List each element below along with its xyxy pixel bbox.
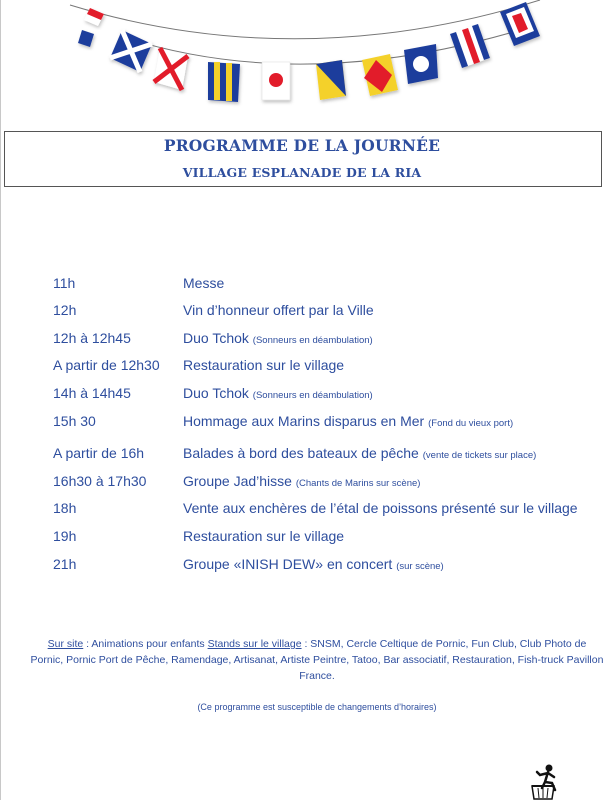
schedule-time: 16h30 à 17h30 bbox=[53, 473, 147, 489]
footer-label-site: Sur site bbox=[47, 638, 84, 650]
schedule-note: (Sonneurs en déambulation) bbox=[252, 390, 373, 401]
footer-label-stands: Stands sur le village bbox=[207, 638, 302, 650]
schedule-row bbox=[0, 357, 604, 377]
schedule-row bbox=[0, 330, 604, 350]
schedule-note: (Chants de Marins sur scène) bbox=[295, 478, 421, 489]
flag-blue-white-red-squares bbox=[500, 2, 540, 46]
schedule-note: (sur scène) bbox=[396, 561, 444, 572]
schedule-time: 12h bbox=[53, 302, 77, 318]
page-title: PROGRAMME DE LA JOURNÉE bbox=[163, 136, 441, 155]
schedule-note: (Sonneurs en déambulation) bbox=[252, 335, 373, 346]
flag-yellow-blue-stripes bbox=[208, 62, 240, 102]
flag-white-red-cross bbox=[154, 48, 188, 90]
flag-yellow-blue-diagonal bbox=[316, 60, 346, 100]
schedule-row bbox=[0, 500, 604, 520]
schedule-disclaimer: (Ce programme est susceptible de changements d’horaires) bbox=[197, 702, 437, 712]
flag-blue-white-ball bbox=[404, 44, 438, 84]
schedule-event: Groupe Jad’hisse (Chants de Marins sur scène) bbox=[183, 473, 421, 489]
flag-blue-white-red-stripes bbox=[450, 24, 490, 68]
schedule-time: A partir de 16h bbox=[53, 445, 145, 461]
schedule-time: 14h à 14h45 bbox=[53, 385, 131, 401]
schedule-event: Duo Tchok (Sonneurs en déambulation) bbox=[183, 385, 373, 401]
schedule-time: A partir de 12h30 bbox=[53, 357, 160, 373]
schedule-time: 18h bbox=[53, 500, 77, 516]
schedule-event: Hommage aux Marins disparus en Mer (Fond du vieux port) bbox=[183, 413, 514, 429]
page-subtitle: VILLAGE ESPLANADE DE LA RIA bbox=[182, 165, 422, 180]
schedule-time: 12h à 12h45 bbox=[53, 330, 131, 346]
schedule-event: Vin d’honneur offert par la Ville bbox=[183, 302, 374, 318]
flag-blue-saltire bbox=[110, 30, 152, 72]
schedule-time: 11h bbox=[53, 275, 76, 291]
schedule-event: Messe bbox=[183, 275, 225, 291]
footer-info bbox=[30, 636, 604, 684]
schedule-event: Restauration sur le village bbox=[183, 357, 345, 373]
schedule-event: Restauration sur le village bbox=[183, 528, 345, 544]
schedule-event: Vente aux enchères de l’étal de poissons présenté sur le village bbox=[183, 500, 578, 516]
footer-text-activities: : Animations pour enfants bbox=[83, 638, 208, 650]
schedule-row bbox=[0, 413, 604, 433]
footer-text-stands: : SNSM, Cercle Celtique de Pornic, Fun Club, Club Photo de Pornic, Pornic Port de Pêche, Ramendage, Artisanat, Artiste Peintre, Tatoo, Bar associatif, Restauration, Fish-truck Pavillon France. bbox=[30, 638, 604, 682]
tidyman-bin-icon bbox=[528, 764, 562, 800]
schedule-time: 15h 30 bbox=[53, 413, 96, 429]
schedule-row bbox=[0, 528, 604, 548]
schedule-event: Groupe «INISH DEW» en concert (sur scène) bbox=[183, 556, 444, 572]
schedule-event: Balades à bord des bateaux de pêche (vente de tickets sur place) bbox=[183, 445, 537, 461]
flag-red-white-small bbox=[84, 8, 104, 26]
schedule-row bbox=[0, 473, 604, 493]
schedule-row bbox=[0, 385, 604, 405]
schedule-row bbox=[0, 302, 604, 322]
schedule-row bbox=[0, 445, 604, 465]
schedule-event: Duo Tchok (Sonneurs en déambulation) bbox=[183, 330, 373, 346]
schedule-time: 19h bbox=[53, 528, 77, 544]
schedule-row bbox=[0, 275, 604, 295]
schedule-time: 21h bbox=[53, 556, 77, 572]
schedule-note: (Fond du vieux port) bbox=[428, 418, 514, 429]
flag-red-yellow-diamond bbox=[362, 54, 398, 96]
bunting-flags bbox=[0, 0, 604, 120]
flag-blue-small bbox=[78, 30, 94, 47]
schedule-note: (vente de tickets sur place) bbox=[422, 450, 537, 461]
flag-white-red-ball bbox=[262, 62, 290, 100]
schedule-row bbox=[0, 556, 604, 576]
